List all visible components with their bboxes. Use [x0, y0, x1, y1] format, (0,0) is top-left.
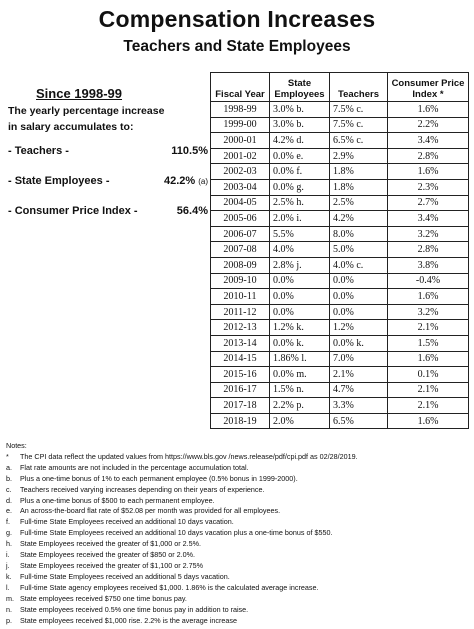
intro-line: in salary accumulates to: — [8, 121, 134, 133]
table-row — [211, 164, 469, 180]
cell-state-employees: 3.0% b. — [270, 117, 330, 133]
stat-value: 56.4% — [176, 205, 208, 217]
cell-state-employees: 2.0% i. — [270, 211, 330, 227]
cell-fiscal-year: 2017-18 — [211, 398, 270, 414]
cell-state-employees: 5.5% — [270, 226, 330, 242]
cell-fiscal-year: 2016-17 — [211, 382, 270, 398]
note-item — [6, 539, 470, 550]
cell-cpi: 3.8% — [388, 257, 469, 273]
notes-list — [6, 452, 470, 627]
page-subtitle: Teachers and State Employees — [123, 38, 351, 55]
cell-fiscal-year: 2007-08 — [211, 242, 270, 258]
cell-state-employees: 1.5% n. — [270, 382, 330, 398]
cell-fiscal-year: 2011-12 — [211, 304, 270, 320]
note-marker: f. — [6, 517, 10, 527]
table-row — [211, 382, 469, 398]
cell-teachers: 1.8% — [330, 179, 388, 195]
cell-teachers: 4.7% — [330, 382, 388, 398]
cell-cpi: 2.2% — [388, 117, 469, 133]
note-text: Full-time State Employees received an additional 5 days vacation. — [20, 571, 230, 581]
note-item — [6, 463, 470, 474]
table-row — [211, 133, 469, 149]
note-item — [6, 572, 470, 583]
note-text: State employees received $1,000 rise. 2.2% is the average increase — [20, 615, 237, 625]
summary-intro — [8, 103, 208, 135]
note-marker: c. — [6, 484, 12, 494]
cell-cpi: 1.6% — [388, 164, 469, 180]
stat-value-wrap — [164, 175, 208, 187]
header-state-employees: State Employees — [270, 73, 330, 102]
note-text: Flat rate amounts are not included in the percentage accumulation total. — [20, 462, 249, 472]
cell-state-employees: 2.2% p. — [270, 398, 330, 414]
table-row — [211, 242, 469, 258]
cell-state-employees: 0.0% k. — [270, 335, 330, 351]
note-item — [6, 485, 470, 496]
cell-teachers: 7.5% c. — [330, 102, 388, 118]
note-text: State Employees received the greater of $1,100 or 2.75% — [20, 560, 203, 570]
note-marker: d. — [6, 495, 12, 505]
note-marker: l. — [6, 582, 10, 592]
note-item — [6, 583, 470, 594]
cell-cpi: 2.3% — [388, 179, 469, 195]
stat-teachers — [8, 145, 208, 161]
note-item — [6, 605, 470, 616]
cell-state-employees: 0.0% — [270, 289, 330, 305]
note-marker: k. — [6, 571, 12, 581]
stat-note: (a) — [198, 177, 208, 186]
cell-fiscal-year: 2008-09 — [211, 257, 270, 273]
note-marker: n. — [6, 604, 12, 614]
note-item — [6, 506, 470, 517]
note-text: An across-the-board flat rate of $52.08 per month was provided for all employees. — [20, 506, 281, 516]
cell-cpi: 3.2% — [388, 304, 469, 320]
cell-state-employees: 1.2% k. — [270, 320, 330, 336]
note-item — [6, 517, 470, 528]
cell-teachers: 2.9% — [330, 148, 388, 164]
note-text: The CPI data reflect the updated values from https://www.bls.gov /news.release/pdf/cpi.pdf as 02/28/2019. — [20, 451, 358, 461]
cell-fiscal-year: 2005-06 — [211, 211, 270, 227]
header-teachers: Teachers — [330, 73, 388, 102]
note-text: Plus a one-time bonus of $500 to each permanent employee. — [20, 495, 215, 505]
cell-fiscal-year: 2010-11 — [211, 289, 270, 305]
note-marker: j. — [6, 560, 10, 570]
cell-cpi: 0.1% — [388, 367, 469, 383]
summary-panel — [8, 86, 208, 221]
table-row — [211, 195, 469, 211]
table-row — [211, 257, 469, 273]
notes-section — [6, 441, 470, 626]
note-text: Full-time State agency employees received $1,000. 1.86% is the calculated average increase. — [20, 582, 319, 592]
table-row — [211, 413, 469, 429]
cell-state-employees: 0.0% — [270, 273, 330, 289]
note-item — [6, 594, 470, 605]
table-row — [211, 148, 469, 164]
cell-teachers: 0.0% — [330, 289, 388, 305]
note-marker: i. — [6, 550, 10, 560]
note-item — [6, 561, 470, 572]
cell-fiscal-year: 2014-15 — [211, 351, 270, 367]
cell-teachers: 7.0% — [330, 351, 388, 367]
cell-cpi: 1.6% — [388, 102, 469, 118]
page-title: Compensation Increases — [98, 6, 376, 32]
stat-state-employees — [8, 175, 208, 191]
intro-line: The yearly percentage increase — [8, 105, 165, 117]
cell-fiscal-year: 2002-03 — [211, 164, 270, 180]
compensation-table — [210, 72, 469, 429]
note-marker: b. — [6, 473, 12, 483]
cell-teachers: 2.1% — [330, 367, 388, 383]
note-marker: g. — [6, 528, 12, 538]
cell-cpi: 2.1% — [388, 320, 469, 336]
cell-fiscal-year: 2003-04 — [211, 179, 270, 195]
cell-teachers: 4.2% — [330, 211, 388, 227]
note-text: Full-time State Employees received an additional 10 days vacation. — [20, 517, 234, 527]
stat-value: 42.2% — [163, 175, 196, 187]
note-text: State employees received 0.5% one time bonus pay in addition to raise. — [20, 604, 249, 614]
cell-cpi: 3.4% — [388, 133, 469, 149]
cell-teachers: 1.8% — [330, 164, 388, 180]
cell-state-employees: 4.0% — [270, 242, 330, 258]
note-text: Teachers received varying increases depending on their years of experience. — [20, 484, 265, 494]
cell-cpi: 3.4% — [388, 211, 469, 227]
cell-cpi: 1.5% — [388, 335, 469, 351]
table-row — [211, 179, 469, 195]
table-row — [211, 367, 469, 383]
note-item — [6, 616, 470, 627]
note-marker: * — [6, 451, 9, 461]
note-item — [6, 550, 470, 561]
stat-label: - State Employees - — [8, 175, 110, 187]
note-marker: a. — [6, 462, 12, 472]
cell-cpi: 2.8% — [388, 148, 469, 164]
cell-state-employees: 2.0% — [270, 413, 330, 429]
table-row — [211, 211, 469, 227]
table-row — [211, 273, 469, 289]
stat-label: - Teachers - — [8, 145, 69, 157]
note-text: State Employees received the greater of $850 or 2.0%. — [20, 550, 195, 560]
stat-cpi — [8, 205, 208, 221]
note-item — [6, 496, 470, 507]
cell-fiscal-year: 2006-07 — [211, 226, 270, 242]
cell-teachers: 5.0% — [330, 242, 388, 258]
cell-state-employees: 0.0% f. — [270, 164, 330, 180]
table-header-row — [211, 73, 469, 102]
cell-cpi: 1.6% — [388, 351, 469, 367]
cell-fiscal-year: 1999-00 — [211, 117, 270, 133]
cell-state-employees: 2.5% h. — [270, 195, 330, 211]
cell-cpi: 3.2% — [388, 226, 469, 242]
table-row — [211, 398, 469, 414]
cell-state-employees: 0.0% m. — [270, 367, 330, 383]
note-marker: e. — [6, 506, 12, 516]
cell-fiscal-year: 2015-16 — [211, 367, 270, 383]
cell-teachers: 6.5% c. — [330, 133, 388, 149]
cell-teachers: 1.2% — [330, 320, 388, 336]
cell-cpi: 2.1% — [388, 398, 469, 414]
table-row — [211, 117, 469, 133]
note-item — [6, 528, 470, 539]
cell-state-employees: 0.0% e. — [270, 148, 330, 164]
cell-state-employees: 1.86% l. — [270, 351, 330, 367]
cell-teachers: 3.3% — [330, 398, 388, 414]
cell-teachers: 0.0% — [330, 304, 388, 320]
table-row — [211, 102, 469, 118]
note-marker: p. — [6, 615, 12, 625]
cell-state-employees: 4.2% d. — [270, 133, 330, 149]
cell-cpi: -0.4% — [388, 273, 469, 289]
cell-teachers: 4.0% c. — [330, 257, 388, 273]
header-fiscal-year: Fiscal Year — [211, 73, 270, 102]
cell-cpi: 2.8% — [388, 242, 469, 258]
cell-fiscal-year: 2000-01 — [211, 133, 270, 149]
cell-fiscal-year: 2018-19 — [211, 413, 270, 429]
cell-teachers: 0.0% k. — [330, 335, 388, 351]
cell-state-employees: 3.0% b. — [270, 102, 330, 118]
stat-label: - Consumer Price Index - — [8, 205, 138, 217]
notes-heading: Notes: — [6, 441, 27, 450]
table-row — [211, 226, 469, 242]
since-heading: Since 1998-99 — [36, 86, 123, 101]
table-row — [211, 351, 469, 367]
cell-teachers: 0.0% — [330, 273, 388, 289]
note-marker: h. — [6, 539, 12, 549]
cell-state-employees: 2.8% j. — [270, 257, 330, 273]
cell-teachers: 8.0% — [330, 226, 388, 242]
cell-fiscal-year: 2001-02 — [211, 148, 270, 164]
cell-teachers: 6.5% — [330, 413, 388, 429]
table-row — [211, 335, 469, 351]
table-body — [211, 102, 469, 429]
note-marker: m. — [6, 593, 14, 603]
note-text: Plus a one-time bonus of 1% to each permanent employee (0.5% bonus in 1999-2000). — [20, 473, 298, 483]
note-item — [6, 474, 470, 485]
table-row — [211, 289, 469, 305]
note-text: State employees received $750 one time bonus pay. — [20, 593, 187, 603]
cell-cpi: 1.6% — [388, 413, 469, 429]
cell-teachers: 2.5% — [330, 195, 388, 211]
table-row — [211, 304, 469, 320]
cell-fiscal-year: 2009-10 — [211, 273, 270, 289]
cell-cpi: 2.7% — [388, 195, 469, 211]
cell-cpi: 2.1% — [388, 382, 469, 398]
cell-cpi: 1.6% — [388, 289, 469, 305]
note-item — [6, 452, 470, 463]
cell-fiscal-year: 2004-05 — [211, 195, 270, 211]
cell-teachers: 7.5% c. — [330, 117, 388, 133]
table-row — [211, 320, 469, 336]
note-text: State Employees received the greater of $1,000 or 2.5%. — [20, 539, 201, 549]
stat-value: 110.5% — [171, 145, 208, 157]
cell-fiscal-year: 1998-99 — [211, 102, 270, 118]
cell-state-employees: 0.0% — [270, 304, 330, 320]
note-text: Full-time State Employees received an additional 10 days vacation plus a one-time bonus of $550. — [20, 528, 333, 538]
cell-state-employees: 0.0% g. — [270, 179, 330, 195]
cell-fiscal-year: 2012-13 — [211, 320, 270, 336]
cell-fiscal-year: 2013-14 — [211, 335, 270, 351]
header-cpi: Consumer Price Index * — [388, 73, 469, 102]
